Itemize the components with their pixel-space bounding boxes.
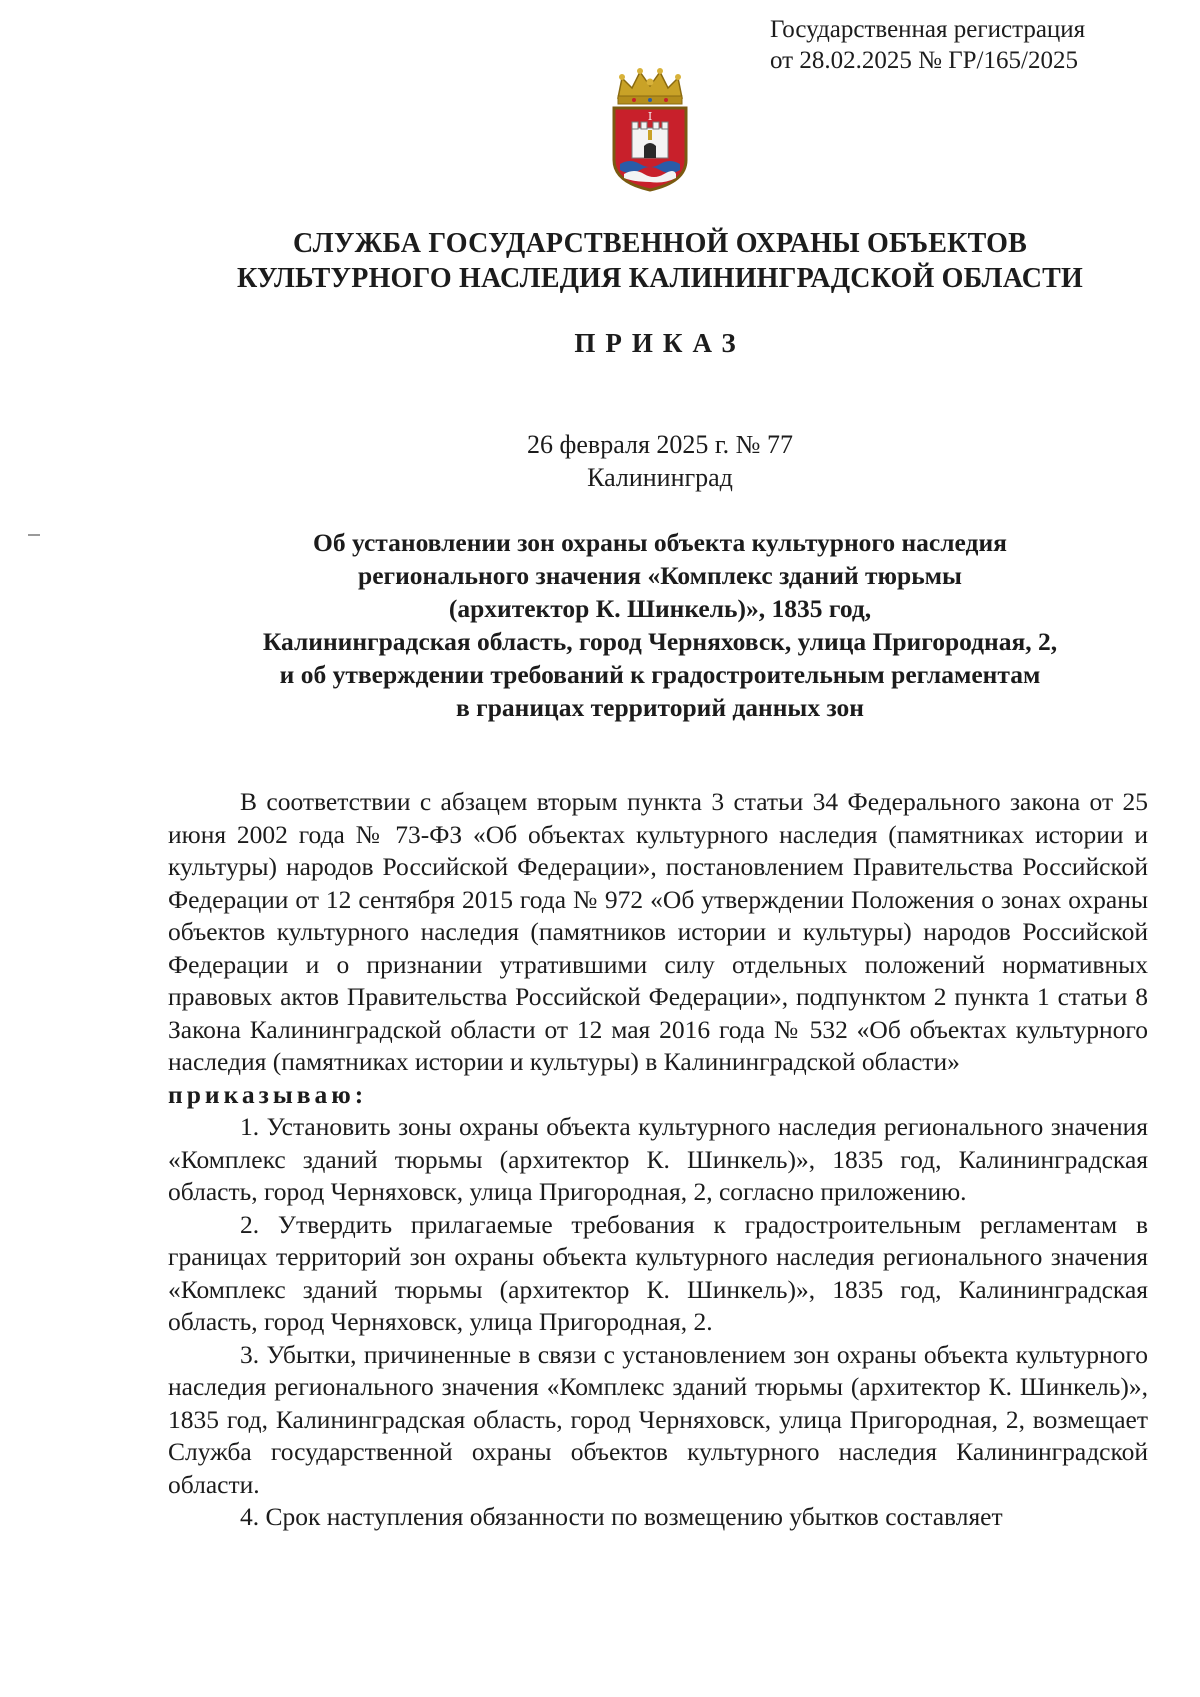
order-city: Калининград [587,463,733,492]
order-item-4: 4. Срок наступления обязанности по возмещению убытков составляет [240,1502,1003,1531]
agency-name [0,226,1200,296]
state-registration-stamp [770,14,1180,76]
order-meta [0,428,1200,494]
agency-name-line-1: СЛУЖБА ГОСУДАРСТВЕННОЙ ОХРАНЫ ОБЪЕКТОВ [293,228,1027,259]
agency-name-line-2: КУЛЬТУРНОГО НАСЛЕДИЯ КАЛИНИНГРАДСКОЙ ОБЛАСТИ [236,263,1084,294]
order-heading [0,526,1200,724]
order-body [168,786,1148,1534]
order-heading-line: в границах территорий данных зон [456,693,864,722]
registration-label: Государственная регистрация [770,16,1086,43]
registration-number: от 28.02.2025 № ГР/165/2025 [770,47,1078,74]
order-heading-line: и об утверждении требований к градостроительным регламентам [279,660,1041,689]
order-heading-line: Калининградская область, город Черняховск, улица Пригородная, 2, [262,627,1058,656]
order-verb: приказываю: [168,1079,368,1109]
preamble-paragraph [168,786,1148,1079]
order-heading-line: (архитектор К. Шинкель)», 1835 год, [448,594,872,623]
order-item-3: 3. Убытки, причиненные в связи с установлением зон охраны объекта культурного наследия регионального значения «Комплекс зданий тюрьмы (архитектор К. Шинкель)», 1835 год, Калининградская область, город Черняховск, улица Пригородная, 2, возмещает Служба государственной охраны объектов культурного наследия Калининградской области. [168,1339,1148,1499]
document-type-title: ПРИКАЗ [574,328,746,358]
preamble-text: В соответствии с абзацем вторым пункта 3 статьи 34 Федерального закона от 25 июня 2002 года № 73-ФЗ «Об объектах культурного наследия (памятниках истории и культуры) народов Российской Федерации», постановлением Правительства Российской Федерации от 12 сентября 2015 года № 972 «Об утверждении Положения о зонах охраны объектов культурного наследия (памятников истории и культуры) народов Российской Федерации и о признании утратившими силу отдельных положений нормативных правовых актов Правительства Российской Федерации», подпунктом 2 пункта 1 статьи 8 Закона Калининградской области от 12 мая 2016 года № 532 «Об объектах культурного наследия (памятниках истории и культуры) в Калининградской области» [168,787,1148,1076]
shield-icon [614,108,686,190]
order-date-number: 26 февраля 2025 г. № 77 [527,430,793,459]
order-item-1: 1. Установить зоны охраны объекта культурного наследия регионального значения «Комплекс зданий тюрьмы (архитектор К. Шинкель)», 1835 год, Калининградская область, город Черняховск, улица Пригородная, 2, согласно приложению. [168,1112,1148,1206]
kaliningrad-region-coat-of-arms-icon [608,64,692,192]
order-heading-line: регионального значения «Комплекс зданий тюрьмы [358,561,962,590]
svg-text:I: I [647,110,653,123]
order-item-2: 2. Утвердить прилагаемые требования к градостроительным регламентам в границах территорий зон охраны объекта культурного наследия регионального значения «Комплекс зданий тюрьмы (архитектор К. Шинкель)», 1835 год, Калининградская область, город Черняховск, улица Пригородная, 2. [168,1209,1148,1336]
crown-icon [618,68,682,104]
order-heading-line: Об установлении зон охраны объекта культурного наследия [313,528,1007,557]
